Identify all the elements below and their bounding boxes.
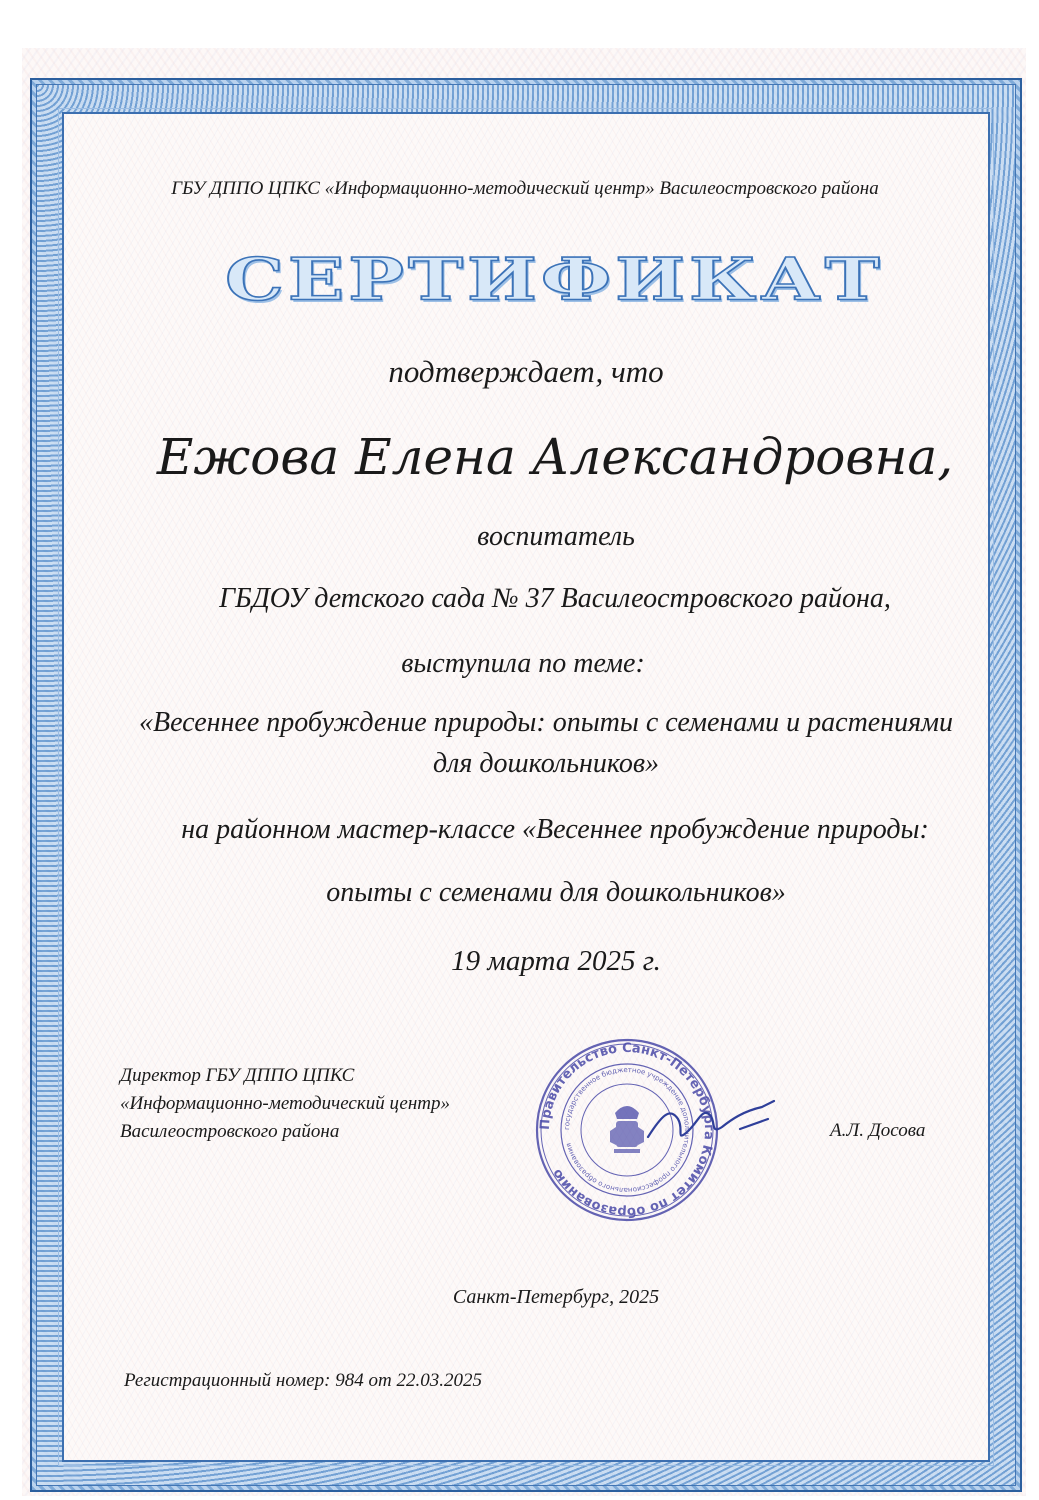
signer-name: А.Л. Досова [830,1120,926,1141]
topic-line-1: «Весеннее пробуждение природы: опыты с семенами и растениями [138,707,953,738]
confirms-text: подтверждает, что [388,354,664,389]
topic-line-2: для дошкольников» [432,748,660,779]
registration-label: Регистрационный номер: [124,1370,331,1391]
handwritten-signature-icon [640,1085,780,1155]
director-title-line-2: «Информационно-методический центр» [120,1093,451,1114]
event-date: 19 марта 2025 г. [451,945,661,977]
stamp-inner-text: государственное бюджетное учреждение дополнительного профессионального образования [562,1065,692,1195]
city-year: Санкт-Петербург, 2025 [452,1286,660,1308]
person-name: Ежова Елена Александровна, [156,428,954,486]
position-text: воспитатель [477,521,635,552]
certificate-title-text: СЕРТИФИКАТ [225,246,884,314]
director-title-line-1: Директор ГБУ ДППО ЦПКС [120,1065,355,1086]
institution-text: ГБДОУ детского сада № 37 Василеостровского района, [219,583,891,614]
registration-number [124,1370,482,1392]
certificate-title [225,240,884,320]
director-title-line-3: Василеостровского района [120,1121,340,1142]
registration-value: 984 от 22.03.2025 [335,1370,482,1391]
organization-header: ГБУ ДППО ЦПКС «Информационно-методический центр» Василеостровского района [171,178,879,199]
event-line-1: на районном мастер-классе «Весеннее пробуждение природы: [181,814,929,845]
spoke-on-topic-text: выступила по теме: [401,648,645,679]
event-line-2: опыты с семенами для дошкольников» [326,877,786,908]
stamp-outer-text: Правительство Санкт-Петербурга Комитет по образованию [537,1040,717,1220]
